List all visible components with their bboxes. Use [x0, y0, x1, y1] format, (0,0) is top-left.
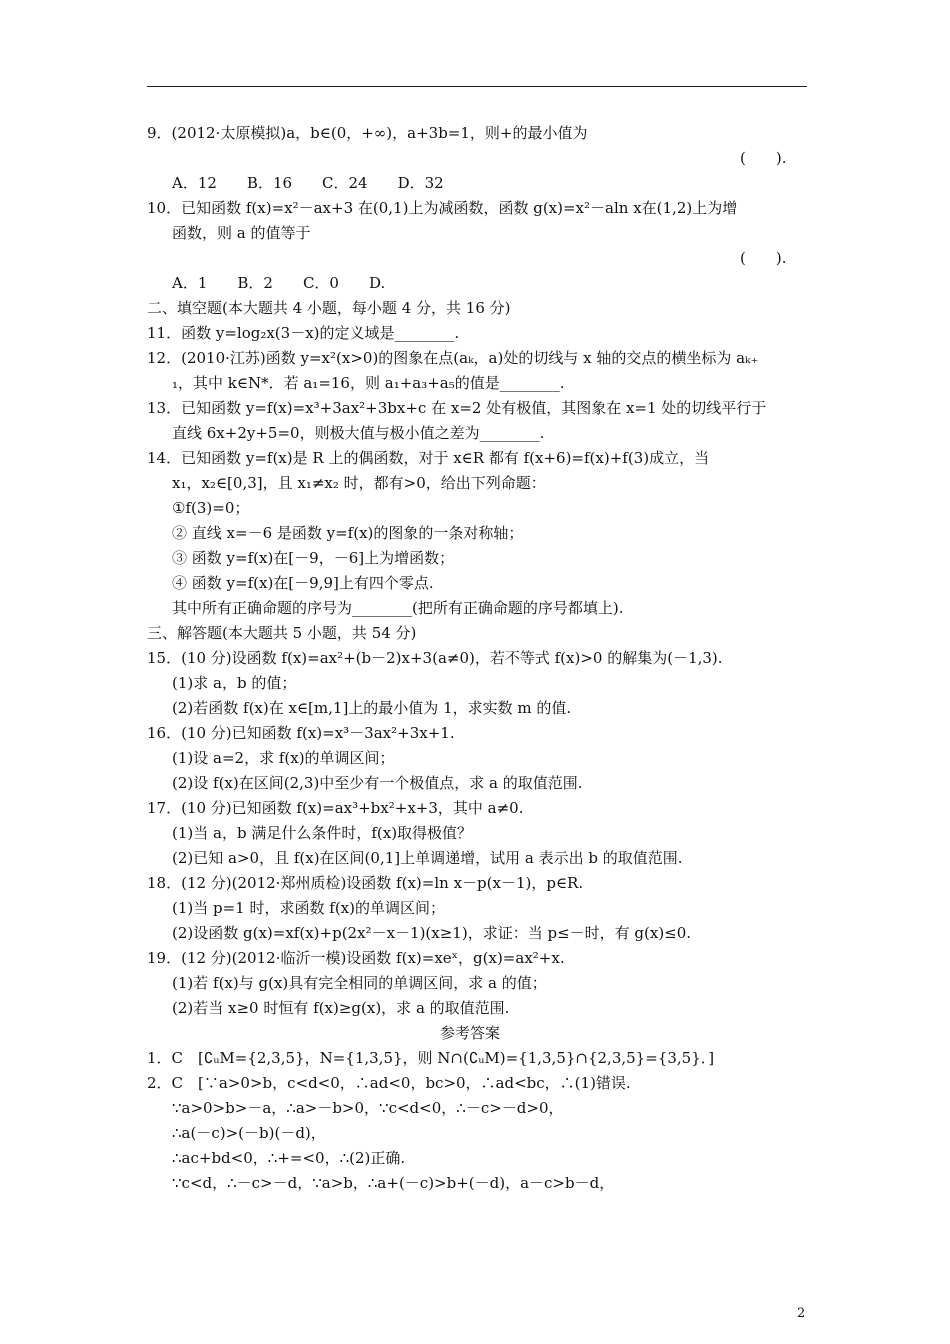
- section-heading: 三、解答题(本大题共 5 小题，共 54 分): [147, 624, 417, 642]
- text-line: (2)已知 a>0，且 f(x)在区间(0,1]上单调递增，试用 a 表示出 b 的取值范围.: [172, 849, 683, 867]
- text-line: ∵c<d，∴－c>－d，∵a>b，∴a+(－c)>b+(－d)，a－c>b－d，: [172, 1174, 615, 1192]
- text-line: 其中所有正确命题的序号为________(把所有正确命题的序号都填上).: [172, 599, 624, 617]
- text-line: (1)设 a=2，求 f(x)的单调区间；: [172, 749, 395, 767]
- text-line: 9．(2012·太原模拟)a，b∈(0，+∞)，a+3b=1，则+的最小值为: [147, 124, 588, 142]
- text-line: (2)若函数 f(x)在 x∈[m,1]上的最小值为 1，求实数 m 的值.: [172, 699, 572, 717]
- text-line: ( ).: [740, 149, 787, 167]
- text-line: 16．(10 分)已知函数 f(x)=x³－3ax²+3x+1.: [147, 724, 455, 742]
- text-line: ∴a(－c)>(－b)(－d)，: [172, 1124, 326, 1142]
- text-line: ①f(3)=0；: [172, 499, 250, 517]
- text-line: 11．函数 y=log₂x(3－x)的定义域是________.: [147, 324, 460, 342]
- text-line: ∵a>0>b>－a，∴a>－b>0，∵c<d<0，∴－c>－d>0，: [172, 1099, 564, 1117]
- text-line: x₁，x₂∈[0,3]，且 x₁≠x₂ 时，都有>0，给出下列命题：: [172, 474, 546, 492]
- text-line: (1)求 a，b 的值；: [172, 674, 297, 692]
- text-line: A．12 B．16 C．24 D．32: [172, 174, 444, 192]
- text-line: (1)当 a，b 满足什么条件时，f(x)取得极值？: [172, 824, 473, 842]
- answers-heading: 参考答案: [440, 1024, 501, 1042]
- text-line: 17．(10 分)已知函数 f(x)=ax³+bx²+x+3，其中 a≠0.: [147, 799, 524, 817]
- text-line: 12．(2010·江苏)函数 y=x²(x>0)的图象在点(aₖ，a)处的切线与 x 轴的交点的横坐标为 aₖ₊: [147, 349, 759, 367]
- text-line: 13．已知函数 y=f(x)=x³+3ax²+3bx+c 在 x=2 处有极值，其图象在 x=1 处的切线平行于: [147, 399, 767, 417]
- text-line: ₁，其中 k∈N*．若 a₁=16，则 a₁+a₃+a₅的值是________.: [172, 374, 565, 392]
- text-line: 直线 6x+2y+5=0，则极大值与极小值之差为________.: [172, 424, 545, 442]
- text-line: (2)设 f(x)在区间(2,3)中至少有一个极值点，求 a 的取值范围.: [172, 774, 583, 792]
- text-line: 15．(10 分)设函数 f(x)=ax²+(b－2)x+3(a≠0)，若不等式 f(x)>0 的解集为(－1,3).: [147, 649, 723, 667]
- text-line: 10．已知函数 f(x)=x²－ax+3 在(0,1)上为减函数，函数 g(x)=x²－aln x在(1,2)上为增: [147, 199, 738, 217]
- text-line: (1)若 f(x)与 g(x)具有完全相同的单调区间，求 a 的值；: [172, 974, 547, 992]
- text-line: A．1 B．2 C．0 D.: [172, 274, 386, 292]
- text-line: 1．C [∁ᵤM={2,3,5}，N={1,3,5}，则 N∩(∁ᵤM)={1,3,5}∩{2,3,5}={3,5}．]: [147, 1049, 715, 1067]
- text-line: (2)设函数 g(x)=xf(x)+p(2x²－x－1)(x≥1)，求证：当 p≤－时，有 g(x)≤0.: [172, 924, 692, 942]
- text-line: ③ 函数 y=f(x)在[－9，－6]上为增函数；: [172, 549, 455, 567]
- text-line: (1)当 p=1 时，求函数 f(x)的单调区间；: [172, 899, 445, 917]
- text-line: ∴ac+bd<0，∴+=<0，∴(2)正确.: [172, 1149, 406, 1167]
- section-heading: 二、填空题(本大题共 4 小题，每小题 4 分，共 16 分): [147, 299, 511, 317]
- text-line: 14．已知函数 y=f(x)是 R 上的偶函数，对于 x∈R 都有 f(x+6)=f(x)+f(3)成立，当: [147, 449, 710, 467]
- page-number: 2: [797, 1306, 806, 1321]
- text-line: 函数，则 a 的值等于: [172, 224, 311, 242]
- text-line: ④ 函数 y=f(x)在[－9,9]上有四个零点.: [172, 574, 434, 592]
- text-line: ( ).: [740, 249, 787, 267]
- text-line: (2)若当 x≥0 时恒有 f(x)≥g(x)，求 a 的取值范围.: [172, 999, 510, 1017]
- text-line: 18．(12 分)(2012·郑州质检)设函数 f(x)=ln x－p(x－1)，p∈R.: [147, 874, 584, 892]
- text-line: 19．(12 分)(2012·临沂一模)设函数 f(x)=xeˣ，g(x)=ax²+x.: [147, 949, 565, 967]
- text-line: 2．C [∵a>0>b，c<d<0，∴ad<0，bc>0，∴ad<bc，∴(1)错误.: [147, 1074, 631, 1092]
- text-line: ② 直线 x=－6 是函数 y=f(x)的图象的一条对称轴；: [172, 524, 524, 542]
